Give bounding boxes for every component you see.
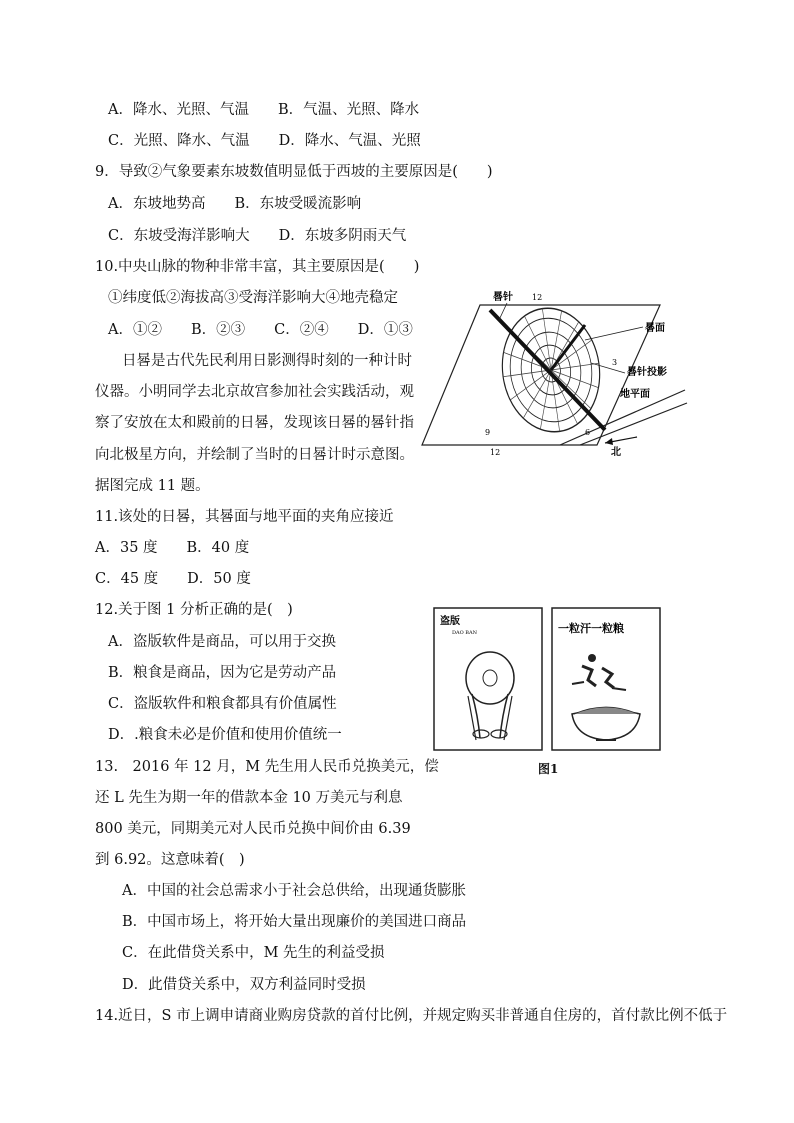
label-north: 北 <box>611 447 621 458</box>
dial-number-bottom-left: 9 <box>485 428 491 437</box>
q8-option-ab: A．降水、光照、气温 B．气温、光照、降水 <box>108 102 420 118</box>
q12-option-b: B．粮食是商品，因为它是劳动产品 <box>108 665 337 681</box>
dial-number-right: 3 <box>612 358 618 367</box>
q13-stem-line: 到 6.92。这意味着( ) <box>95 852 245 868</box>
label-ground-plane: 地平面 <box>620 389 650 400</box>
dial-number-bottom-right: 6 <box>585 428 591 437</box>
gnomon-needle <box>490 310 605 430</box>
q13-stem-line: 800 美元，同期美元对人民币兑换中间价由 6.39 <box>95 821 411 837</box>
sundial-diagram <box>415 285 695 465</box>
passage-line: 察了安放在太和殿前的日晷，发现该日晷的晷针指 <box>95 415 414 431</box>
q12-option-d: D．.粮食未必是价值和使用价值统一 <box>108 727 342 743</box>
q13-stem-line: 13. 2016 年 12 月，M 先生用人民币兑换美元，偿 <box>95 759 439 775</box>
passage-line: 日晷是古代先民利用日影测得时刻的一种计时 <box>122 353 412 369</box>
label-dial-face: 晷面 <box>645 323 665 334</box>
q11-option-ab: A．35 度 B．40 度 <box>95 540 250 556</box>
label-gnomon-shadow: 晷针投影 <box>627 367 667 378</box>
ground-plane-line <box>580 403 687 445</box>
north-arrow-head <box>605 438 613 445</box>
passage-line: 据图完成 11 题。 <box>95 478 210 494</box>
q10-options: A．①② B．②③ C．②④ D．①③ <box>108 322 413 338</box>
passage-line: 向北极星方向，并绘制了当时的日晷计时示意图。 <box>95 447 414 463</box>
q13-stem-line: 还 L 先生为期一年的借款本金 10 万美元与利息 <box>95 790 403 806</box>
dial-number-bottom: 12 <box>490 448 501 457</box>
q13-option-b: B．中国市场上，将开始大量出现廉价的美国进口商品 <box>122 914 467 930</box>
left-poster-subtitle: DAO BAN <box>452 630 477 636</box>
q13-option-c: C．在此借贷关系中，M 先生的利益受损 <box>122 945 385 961</box>
label-gnomon: 晷针 <box>493 292 513 303</box>
figure-1-caption: 图1 <box>538 762 559 776</box>
q10-stem: 10.中央山脉的物种非常丰富，其主要原因是( ) <box>95 259 420 275</box>
left-poster-title: 盗版 <box>440 616 460 627</box>
figure-1-posters <box>432 606 664 756</box>
q8-option-cd: C．光照、降水、气温 D．降水、气温、光照 <box>108 133 421 149</box>
q13-option-a: A．中国的社会总需求小于社会总供给，出现通货膨胀 <box>122 883 466 899</box>
q12-option-c: C．盗版软件和粮食都具有价值属性 <box>108 696 337 712</box>
q12-option-a: A．盗版软件是商品，可以用于交换 <box>108 634 336 650</box>
q9-option-cd: C．东坡受海洋影响大 D．东坡多阴雨天气 <box>108 228 407 244</box>
q9-stem: 9．导致②气象要素东坡数值明显低于西坡的主要原因是( ) <box>95 164 493 180</box>
right-poster-title: 一粒汗一粒粮 <box>558 622 624 635</box>
q10-choices: ①纬度低②海拔高③受海洋影响大④地壳稳定 <box>108 290 398 306</box>
q11-option-cd: C．45 度 D．50 度 <box>95 571 251 587</box>
dial-number-top: 12 <box>532 293 543 302</box>
left-poster-frame <box>434 608 542 750</box>
q13-option-d: D．此借贷关系中，双方利益同时受损 <box>122 977 366 993</box>
q14-stem: 14.近日，S 市上调申请商业购房贷款的首付比例，并规定购买非普通自住房的，首付款比例不低于 <box>95 1008 728 1024</box>
q9-option-ab: A．东坡地势高 B．东坡受暖流影响 <box>108 196 362 212</box>
leader-line <box>591 363 625 373</box>
q11-stem: 11.该处的日晷，其晷面与地平面的夹角应接近 <box>95 509 394 525</box>
passage-line: 仪器。小明同学去北京故宫参加社会实践活动，观 <box>95 384 414 400</box>
q12-stem: 12.关于图 1 分析正确的是( ) <box>95 602 293 618</box>
leader-line <box>585 327 643 340</box>
